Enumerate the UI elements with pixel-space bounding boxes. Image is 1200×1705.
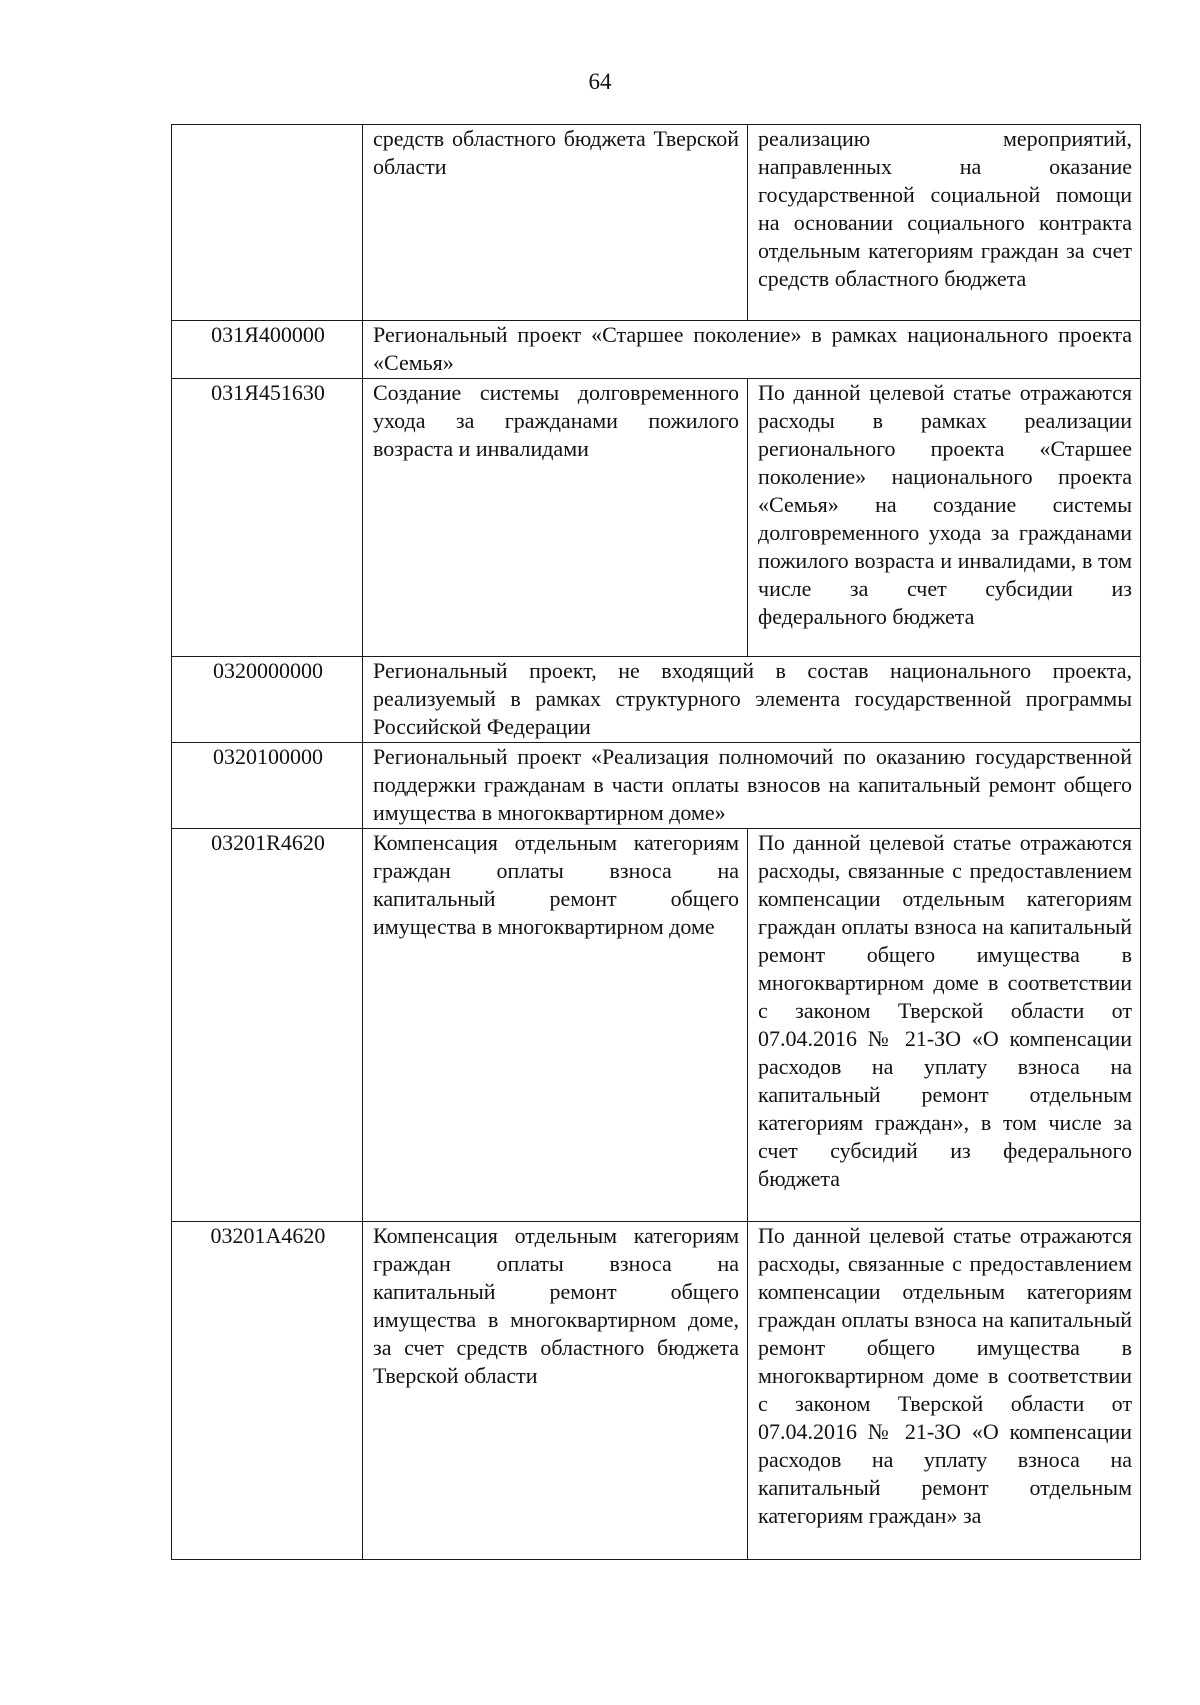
table-row: [172, 743, 1141, 829]
table-row: [172, 829, 1141, 1222]
code-cell: 031Я400000: [172, 321, 363, 379]
code-cell: 03201А4620: [172, 1222, 363, 1560]
description-cell: По данной целевой статье отражаются расходы, связанные с предоставлением компенсации отдельным категориям граждан оплаты взноса на капитальный ремонт общего имущества в многоквартирном доме в соответствии с законом Тверской области от 07.04.2016 № 21-ЗО «О компенсации расходов на уплату взноса на капитальный ремонт отдельным категориям граждан» за: [748, 1222, 1141, 1560]
table-row: [172, 379, 1141, 657]
table-row: [172, 321, 1141, 379]
table-row: [172, 657, 1141, 743]
description-cell: По данной целевой статье отражаются расходы в рамках реализации регионального проекта «Старшее поколение» национального проекта «Семья» на создание системы долговременного ухода за гражданами пожилого возраста и инвалидами, в том числе за счет субсидии из федерального бюджета: [748, 379, 1141, 657]
table-row: [172, 125, 1141, 321]
code-cell: 031Я451630: [172, 379, 363, 657]
table-row: [172, 1222, 1141, 1560]
code-cell: 03201R4620: [172, 829, 363, 1222]
code-cell: 0320000000: [172, 657, 363, 743]
code-cell: [172, 125, 363, 321]
project-title-cell: Региональный проект «Старшее поколение» в рамках национального проекта «Семья»: [363, 321, 1141, 379]
name-cell: Компенсация отдельным категориям граждан оплаты взноса на капитальный ремонт общего имущества в многоквартирном доме, за счет средств областного бюджета Тверской области: [363, 1222, 748, 1560]
project-title-cell: Региональный проект «Реализация полномочий по оказанию государственной поддержки гражданам в части оплаты взносов на капитальный ремонт общего имущества в многоквартирном доме»: [363, 743, 1141, 829]
code-cell: 0320100000: [172, 743, 363, 829]
name-cell: Компенсация отдельным категориям граждан оплаты взноса на капитальный ремонт общего имущества в многоквартирном доме: [363, 829, 748, 1222]
name-cell: средств областного бюджета Тверской области: [363, 125, 748, 321]
budget-classification-table: [171, 124, 1141, 1560]
description-cell: По данной целевой статье отражаются расходы, связанные с предоставлением компенсации отдельным категориям граждан оплаты взноса на капитальный ремонт общего имущества в многоквартирном доме в соответствии с законом Тверской области от 07.04.2016 № 21-ЗО «О компенсации расходов на уплату взноса на капитальный ремонт отдельным категориям граждан», в том числе за счет субсидий из федерального бюджета: [748, 829, 1141, 1222]
project-title-cell: Региональный проект, не входящий в состав национального проекта, реализуемый в рамках структурного элемента государственной программы Российской Федерации: [363, 657, 1141, 743]
page-number: 64: [588, 69, 612, 94]
name-cell: Создание системы долговременного ухода за гражданами пожилого возраста и инвалидами: [363, 379, 748, 657]
description-cell: реализацию мероприятий, направленных на оказание государственной социальной помощи на основании социального контракта отдельным категориям граждан за счет средств областного бюджета: [748, 125, 1141, 321]
